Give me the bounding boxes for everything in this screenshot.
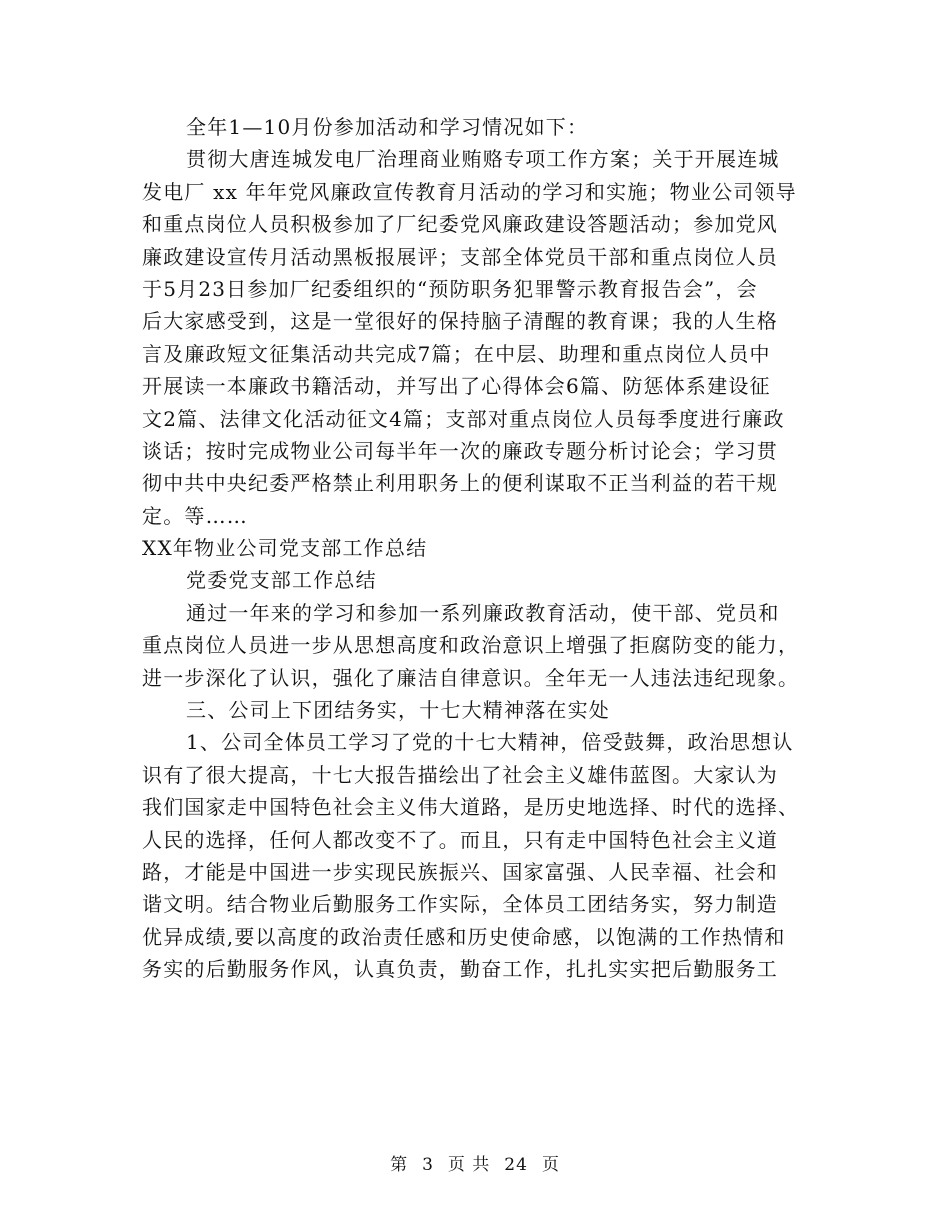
page-label-suffix: 页 xyxy=(541,1155,560,1175)
paragraph-line: 优异成绩,要以高度的政治责任感和历史使命感，以饱满的工作热情和 xyxy=(142,924,786,949)
paragraph-line: 谈话；按时完成物业公司每半年一次的廉政专题分析讨论会；学习贯 xyxy=(142,438,778,463)
paragraph-line: 1、公司全体员工学习了党的十七大精神，倍受鼓舞，政治思想认 xyxy=(186,730,794,755)
section-heading: 三、公司上下团结务实，十七大精神落在实处 xyxy=(186,698,610,723)
paragraph-line: 人民的选择，任何人都改变不了。而且，只有走中国特色社会主义道 xyxy=(142,827,778,852)
document-body xyxy=(142,111,808,986)
paragraph-line: 务实的后勤服务作风，认真负责，勤奋工作，扎扎实实把后勤服务工 xyxy=(142,957,778,982)
page-number: 3 xyxy=(422,1155,434,1175)
paragraph-line: 于5月23日参加厂纪委组织的“预防职务犯罪警示教育报告会”，会 xyxy=(142,276,758,301)
paragraph-line: 进一步深化了认识，强化了廉洁自律意识。全年无一人违法违纪现象。 xyxy=(142,665,800,690)
paragraph-line: 全年1—10月份参加活动和学习情况如下： xyxy=(186,115,589,139)
paragraph-line: 和重点岗位人员积极参加了厂纪委党风廉政建设答题活动；参加党风 xyxy=(142,212,778,237)
paragraph-line: 彻中共中央纪委严格禁止利用职务上的便利谋取不正当利益的若干规 xyxy=(142,471,778,496)
page-label-prefix: 第 xyxy=(390,1155,409,1175)
total-pages: 24 xyxy=(504,1155,528,1175)
paragraph-line: 识有了很大提高，十七大报告描绘出了社会主义雄伟蓝图。大家认为 xyxy=(142,762,778,787)
section-title: XX年物业公司党支部工作总结 xyxy=(142,536,428,561)
page-label-mid: 页 共 xyxy=(447,1155,491,1175)
paragraph-line: 重点岗位人员进一步从思想高度和政治意识上增强了拒腐防变的能力， xyxy=(142,633,800,658)
paragraph-line: 谐文明。结合物业后勤服务工作实际，全体员工团结务实，努力制造 xyxy=(142,892,778,917)
paragraph-line: 文2篇、法律文化活动征文4篇；支部对重点岗位人员每季度进行廉政 xyxy=(142,406,785,431)
paragraph-line: 发电厂 xx 年年党风廉政宣传教育月活动的学习和实施；物业公司领导 xyxy=(142,179,797,204)
paragraph-line: 定。等…… xyxy=(142,503,248,528)
paragraph-line: 廉政建设宣传月活动黑板报展评；支部全体党员干部和重点岗位人员 xyxy=(142,244,778,269)
paragraph-line: 言及廉政短文征集活动共完成7篇；在中层、助理和重点岗位人员中 xyxy=(142,341,771,366)
subsection-title: 党委党支部工作总结 xyxy=(186,568,377,593)
page-footer xyxy=(0,1150,950,1175)
paragraph-line: 后大家感受到，这是一堂很好的保持脑子清醒的教育课；我的人生格 xyxy=(142,309,778,334)
paragraph-line: 开展读一本廉政书籍活动，并写出了心得体会6篇、防惩体系建设征 xyxy=(142,374,771,399)
paragraph-line: 通过一年来的学习和参加一系列廉政教育活动，使干部、党员和 xyxy=(186,600,780,625)
paragraph-line: 路，才能是中国进一步实现民族振兴、国家富强、人民幸福、社会和 xyxy=(142,859,778,884)
paragraph-line: 我们国家走中国特色社会主义伟大道路，是历史地选择、时代的选择、 xyxy=(142,795,800,820)
paragraph-line: 贯彻大唐连城发电厂治理商业贿赂专项工作方案；关于开展连城 xyxy=(186,147,780,172)
